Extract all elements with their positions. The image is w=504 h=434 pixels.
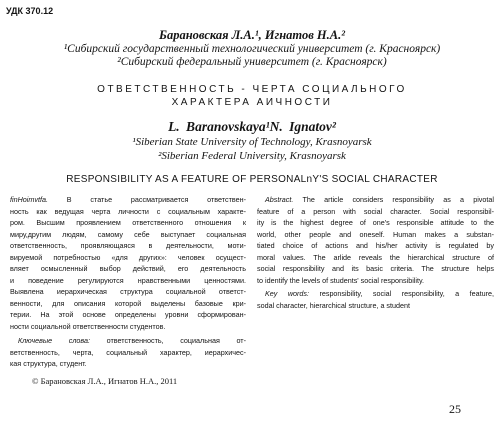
abstract-label: Abstract. bbox=[265, 195, 294, 204]
keywords-line-text: ответственность, социальная от- bbox=[106, 336, 246, 345]
abstract-line bbox=[257, 194, 494, 206]
abstract-line: ity is the highest degree of one's responsible attitude to the bbox=[257, 218, 494, 228]
abstract-line: ности социальной ответственности студентов. bbox=[10, 322, 166, 332]
abstract-line: feature of a person with social character. Social responsibil- bbox=[257, 206, 494, 216]
russian-title-line-2: ХАРАКТЕРА АИЧНОСТИ bbox=[171, 97, 333, 108]
english-keywords bbox=[257, 288, 494, 311]
abstract-line: to identify the levels of students' social responsibility. bbox=[257, 275, 425, 285]
abstract-line: world, other people and oneself. Human makes a substan- bbox=[257, 229, 494, 239]
russian-title-line-1: ОТВЕТСТВЕННОСТЬ - ЧЕРТА СОЦИАЛЬНОГО bbox=[97, 84, 407, 95]
keywords-label: Ключевые слова: bbox=[18, 336, 90, 345]
english-affiliation-1: ¹Siberian State University of Technology, Krasnoyarsk bbox=[132, 136, 372, 148]
russian-affiliation-1: ¹Сибирский государственный технологический университет (г. Красноярск) bbox=[63, 43, 441, 55]
keywords-line: sodal character, hierarchical structure, a student bbox=[257, 300, 411, 310]
abstract-line: ность как ведущая черта личности с социальным характе- bbox=[10, 206, 246, 216]
english-abstract bbox=[257, 194, 494, 286]
abstract-line-text: В статье рассматривается ответствен- bbox=[66, 195, 246, 204]
english-affiliation-2: ²Siberian Federal University, Krasnoyarsk bbox=[158, 150, 346, 162]
abstract-line: Выявлена иерархическая структура социальной ответст- bbox=[10, 287, 246, 297]
copyright-notice: © Барановская Л.А., Игнатов Н.А., 2011 bbox=[32, 376, 178, 386]
keywords-line bbox=[10, 335, 246, 347]
english-title: RESPONSIBILITY AS A FEATURE OF PERSONALnY'S SOCIAL CHARACTER bbox=[66, 174, 438, 185]
abstract-line: и поведение регулируются нравственными ценностями. bbox=[10, 275, 246, 285]
russian-abstract bbox=[10, 194, 246, 333]
keywords-line: кая структура, студент. bbox=[10, 359, 87, 369]
abstract-line: вляет осмысленный выбор действий, его деятельность bbox=[10, 264, 246, 274]
russian-authors: Барановская Л.А.¹, Игнатов Н.А.² bbox=[159, 28, 345, 42]
keywords-label: Key words: bbox=[265, 289, 309, 298]
udc-code: УДК 370.12 bbox=[6, 6, 54, 16]
abstract-line: tiated choice of actions and his/her activity is regulated by bbox=[257, 241, 494, 251]
keywords-line: ветственность, черта, социальный характер, иерархичес- bbox=[10, 347, 246, 357]
abstract-line: вируемой потребностью «для других»: человек осущест- bbox=[10, 252, 246, 262]
keywords-line bbox=[257, 288, 494, 300]
abstract-line: social responsibility and its basic criteria. The structure helps bbox=[257, 264, 494, 274]
abstract-line: терии. На этой основе определены уровни сформирован- bbox=[10, 310, 246, 320]
russian-affiliation-2: ²Сибирский федеральный университет (г. Красноярск) bbox=[117, 56, 387, 68]
page-number: 25 bbox=[449, 402, 461, 416]
abstract-line-text: The article considers responsibility as a pivotal bbox=[302, 195, 494, 204]
keywords-line-text: responsibility, social responsibility, a feature, bbox=[319, 289, 494, 298]
russian-keywords bbox=[10, 335, 246, 370]
abstract-label: finHoimvtfa. bbox=[10, 195, 48, 204]
english-authors: L. Baranovskaya¹N. Ignatov² bbox=[168, 119, 336, 134]
abstract-line: миру,другим людям, самому себе выступает социальная bbox=[10, 229, 246, 239]
abstract-line: moral values. The arlide reveals the hierarchical structure of bbox=[257, 252, 494, 262]
abstract-line bbox=[10, 194, 246, 206]
abstract-line: ответственность, проявляющаяся в деятельности, моти- bbox=[10, 241, 246, 251]
abstract-line: ром. Высшим проявлением ответственного отношения к bbox=[10, 218, 246, 228]
abstract-line: венности, для описания которой выделены базовые кри- bbox=[10, 298, 246, 308]
